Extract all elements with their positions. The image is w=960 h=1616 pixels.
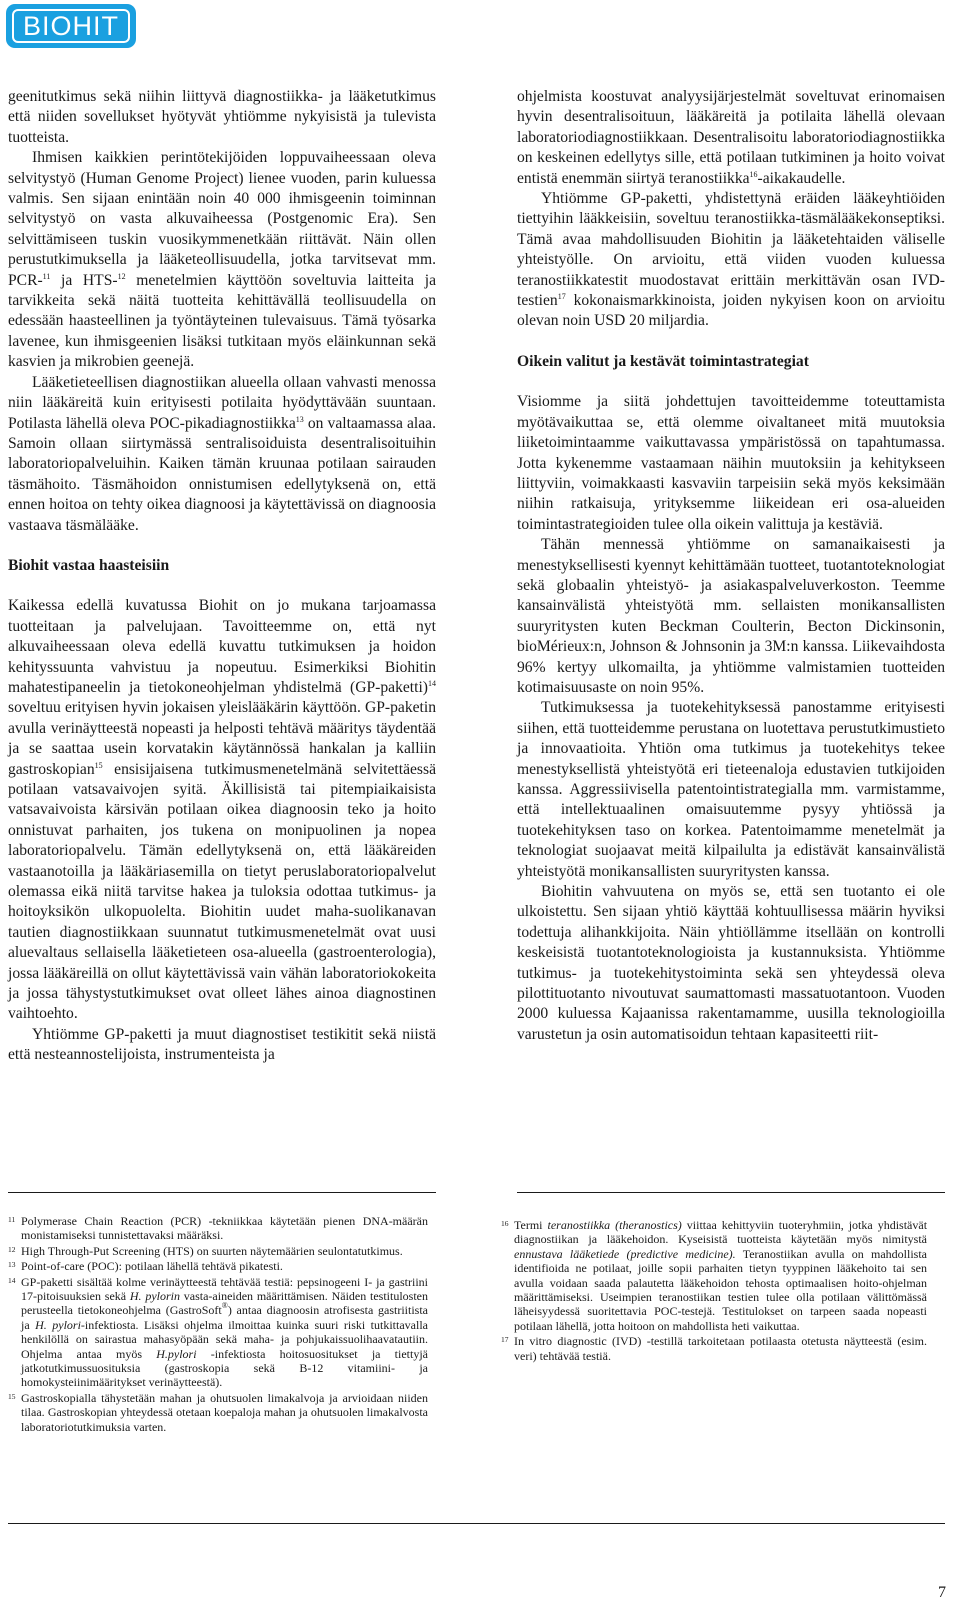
- left-paragraph-5: Yhtiömme GP-paketti ja muut diagnostiset testikitit sekä niistä että nesteannostelijoista, instrumenteista ja: [8, 1025, 436, 1064]
- footnote-ref-16: 16: [749, 169, 758, 179]
- footnote-ref-14: 14: [428, 678, 436, 688]
- left-paragraph-3: Lääketieteellisen diagnostiikan alueella ollaan vahvasti menossa niin lääkäreitä kuin erityisesti potilaita hyödyttävään suuntaan. Potilasta lähellä oleva POC-pikadiagnostiikka$^{13}$ on valtaamassa alaa. Samoin ollaan siirtymässä sentralisoiduista desentralisoituihin laboratoriopalveluihin. Kaiken tämän kruunaa potilaan sairauden täsmähoito. Täsmähoidon onnistumisen edellytyksenä on, että ennen hoitoa on tehty oikea diagnoosi ja käytettävissä on diagnoosia vastaava täsmälääke.: [8, 373, 436, 534]
- right-paragraph-5: Tutkimuksessa ja tuotekehityksessä panostamme erityisesti siihen, että tuotteidemme perustana on luotettava perustutkimustieto ja innovaatioita. Yhtiön oma tutkimus ja tuotekehitys tekee menestyksellistä yhteistyötä eri tieteenaloja edustavien tutkijoiden kanssa. Aggressiivisella patentointistrategialla mm. varmistamme, että intellektuaalinen omaisuutemme pysyy yhtiössä ja tuotekehityksen taso on korkea. Patentoimamme menetelmät ja teknologiat suojaavat meitä kilpailulta ja edistävät kansainvälistä yhteistyötä monikansallisten suuryritysten kanssa.: [517, 699, 945, 880]
- left-column: [8, 87, 436, 1066]
- section-heading-biohit: Biohit vastaa haasteisiin: [8, 556, 170, 574]
- right-paragraph-6: Biohitin vahvuutena on myös se, että sen tuotanto ei ole ulkoistettu. Sen sijaan yhtiö käyttää kohtuullisessa määrin hyviksi todettuja alihankkijoita. Näin yhtiöllämme itsellään on kontrolli keskeisistä tuotantoteknologioista ja kustannuksista. Yhtiömme tutkimus- ja tuotekehitystoiminta sekä sen yhteydessä oleva pilottituotanto nivoutuvat saumattomasti massatuotantoon. Vuoden 2000 kuluessa Kajaanissa rakentamamme, uusilla teknologioilla varustetun ja osin automatisoidun tehtaan kapasiteetti riit-: [517, 883, 945, 1043]
- footnote-12: 12 High Through-Put Screening (HTS) on suurten näytemäärien seulontatutkimus.: [8, 1243, 403, 1258]
- right-column: [517, 87, 945, 1045]
- footnote-ref-17: 17: [557, 292, 566, 302]
- footnote-13: 13 Point-of-care (POC): potilaan lähellä tehtävä pikatesti.: [8, 1259, 283, 1274]
- footnote-ref-11: 11: [42, 271, 51, 281]
- footnote-17: 17 In vitro diagnostic (IVD) -testillä tarkoitetaan potilaasta otetusta näytteestä (esim. veri) tehtävää testiä.: [501, 1334, 927, 1363]
- logo-text: BIOHIT: [22, 10, 119, 41]
- footnote-14: 14 GP-paketti sisältää kolme verinäytteestä tehtävää testiä: pepsinogeeni I- ja gastriini 17-pitoisuuksien sekä H. pylorin vasta-aineiden määrittämisen. Näiden testitulosten perusteella tietokoneohjelma (GastroSoft®) antaa diagnoosin atrofisesta gastriitista ja H. pylori-infektiosta. Lisäksi ohjelma ilmoittaa kuinka suuri riski tutkittavalla henkilöllä on sairastua mahasyöpään sekä maha- ja pohjukaissuolihaavatautiin. Ohjelma antaa myös H.pylori -infektiosta hoitosuositukset ja tiettyjä jatkotutkimussuosituksia (gastroskopia sekä B-12 vitamiini- ja homokysteiinimääritykset verinäytteestä).: [8, 1274, 429, 1390]
- bottom-divider: [8, 1523, 945, 1524]
- page-number: 7: [938, 1584, 946, 1601]
- left-paragraph-4: Kaikessa edellä kuvatussa Biohit on jo mukana tarjoamassa tuotteitaan ja palvelujaan. Tavoitteemme on, että nyt alkuvaiheessaan oleva edellä kuvattu tutkimuksen ja hoidon kehityssuunta vahvistuu ja nopeutuu. Esimerkiksi Biohitin mahatestipaneelin ja tietokoneohjelman yhdistelmä (GP-paketti)$^{14}$ soveltuu erityisen hyvin jokaisen yleislääkärin käyttöön. GP-paketin avulla verinäytteestä nopeasti ja helposti tehtävä määritys täydentää ja se saattaa usein korvatakin käytännössä hankalan ja kalliin gastroskopian$^{15}$ ensisijaisena tutkimusmenetelmänä selvitettäessä potilaan vatsavaivojen syitä. Äkillisistä tai pitempiaikaisista vatsavaivoista kärsivän potilaan oikea diagnoosin teko ja hoito onnistuvat parhaiten, jos tukena on monipuolinen ja nopea laboratoriopalvelu. Tämän edellytyksenä on, että lääkäreiden vastaanotoilla ja lääkäriasemilla on tietyt peruslaboratoriopalvelut olemassa eikä niitä tarvitse hakea ja tuloksia odottaa tutkimus- ja hoitoyksikön ulkopuolelta. Biohitin uudet maha-suolikanavan tautien diagnostiikkaan suunnatut tutkimusmenetelmät ovat uusi aluevaltaus sellaisella lääketieteen osa-alueella (gastroenterologia), jossa lääkäreillä on ollut käytettävissä vain vähän laboratoriokokeita ja jossa tähystystutkimukset ovat olleet lähes ainoa diagnostinen vaihtoehto.: [8, 597, 436, 1023]
- right-paragraph-1: ohjelmista koostuvat analyysijärjestelmät soveltuvat erinomaisen hyvin desentralisoituun, lääkäreitä ja potilaita lähellä olevaan laboratoriodiagnostiikkaan. Desentralisoitu laboratoriodiagnostiikka on keskeinen edellytys sille, että potilaan tutkiminen ja hoito voivat entistä enemmän siirtyä teranostiikka$^{16}$-aikakaudelle.: [517, 88, 945, 187]
- footnote-ref-13: 13: [295, 414, 304, 424]
- footnote-11: 11 Polymerase Chain Reaction (PCR) -tekniikkaa käytetään pienen DNA-määrän monistamiseksi tunnistettavaksi määräksi.: [8, 1214, 428, 1243]
- footnote-divider-left: [8, 1192, 436, 1193]
- right-paragraph-3: Visiomme ja siitä johdettujen tavoitteidemme toteuttamista myötävaikuttaa se, että olemme oivaltaneet mitä muutoksia liiketoimintaamme vaikuttavassa ympäristössä on tapahtumassa. Jotta kykenemme vastaamaan näihin muutoksiin ja kehitykseen liittyviin, voimakkaasti kasvaviin tarpeisiin sekä myös keksimään niihin ratkaisuja, yrityksemme liikeidean eri osa-alueiden toimintastrategioiden tulee olla oikein valittuja ja kestäviä.: [517, 393, 945, 533]
- footnote-ref-15: 15: [94, 760, 103, 770]
- left-paragraph-1: geenitutkimus sekä niihin liittyvä diagnostiikka- ja lääketutkimus että niiden sovellukset hyötyvät yhtiömme nykyisistä ja tulevista tuotteista.: [8, 88, 436, 146]
- section-heading-strategies: Oikein valitut ja kestävät toimintastrategiat: [517, 352, 809, 370]
- footnotes-left: [8, 1214, 428, 1435]
- biohit-logo: [6, 4, 136, 48]
- right-paragraph-4: Tähän mennessä yhtiömme on samanaikaisesti ja menestyksellisesti kyennyt kehittämään tuotteet, tuotantoteknologiat sekä globaalin yhteistyö- ja asiakaspalveluverkoston. Teemme kansainvälistä yhteistyötä mm. sellaisten monikansallisten suuryritysten kuten Beckman Coulterin, Becton Dickinsonin, bioMérieux:n, Johnson & Johnsonin ja 3M:n kanssa. Liikevaihdosta 96% kertyy ulkomailta, ja yhtiömme valmistamien tuotteiden kotimaisuusaste on noin 95%.: [517, 536, 945, 696]
- footnote-15: 15 Gastroskopialla tähystetään mahan ja ohutsuolen limakalvoja ja arvioidaan niiden tilaa. Gastroskopian yhteydessä otetaan koepaloja mahan ja ohutsuolen limakalvosta laboratoriotutkimuksia varten.: [8, 1390, 428, 1434]
- footnote-divider-right: [517, 1192, 945, 1193]
- logo-frame: [12, 9, 130, 43]
- left-paragraph-2: Ihmisen kaikkien perintötekijöiden loppuvaiheessaan oleva selvitystyö (Human Genome Project) lienee vuoden, parin kuluessa valmis. Sen sijaan enintään noin 40 000 ihmisgeenin toiminnan selvitystyö on vasta alkuvaiheessa (Postgenomic Era). Sen selvittämiseen tuskin vuosikymmenetkään riittävät. Näin ollen perustutkimuksella ja lääketeollisuudella, jotka tarvitsevat mm. PCR-$^{11}$ ja HTS-$^{12}$ menetelmien käyttöön soveltuvia laitteita ja tarvikkeita sekä näitä tuotteita kehittävällä teollisuudella on edessään haasteellinen ja työntäyteinen tulevaisuus. Tämä työsarka lavenee, kun ihmisgeenien lisäksi tutkitaan myös eläinkunnan sekä kasvien ja mikrobien geenejä.: [8, 149, 436, 371]
- right-paragraph-2: Yhtiömme GP-paketti, yhdistettynä eräiden lääkeyhtiöiden tiettyihin lääkkeisiin, soveltuu teranostiikka-täsmälääkekonseptiksi. Tämä avaa mahdollisuuden Biohitin ja lääketehtaiden väliselle yhteistyölle. On arvioitu, että viiden vuoden kuluessa teranostiikkatestit muodostavat erittäin merkittävän osan IVD-testien$^{17}$ kokonaismarkkinoista, joiden nykyisen koon on arvioitu olevan noin USD 20 miljardia.: [517, 190, 945, 330]
- footnote-16: 16 Termi teranostiikka (theranostics) viittaa kehittyviin tuoteryhmiin, jotka yhdistävät diagnostiikan ja lääkehoidon. Kyseisistä tuotteista käytetään myös nimitystä ennustava lääketiede (predictive medicine). Teranostiikan avulla on mahdollista identifioida ne potilaat, joille sopii parhaiten tietyn tyyppinen lääkehoito tai sen avulla voidaan saada palautetta lääkehoidon tehosta optimaalisen hoito-ohjelman määrittämiseksi. Useimpien teranostiikan testien tulee olla potilaan välittömässä läheisyydessä suoritettavia POC-testejä. Testitulokset on tarpeen saada nopeasti potilaan lähellä, jotta hoitoon on mahdollista heti vaikuttaa.: [501, 1218, 928, 1333]
- footnote-ref-12: 12: [117, 271, 126, 281]
- footnotes-right: [501, 1218, 927, 1364]
